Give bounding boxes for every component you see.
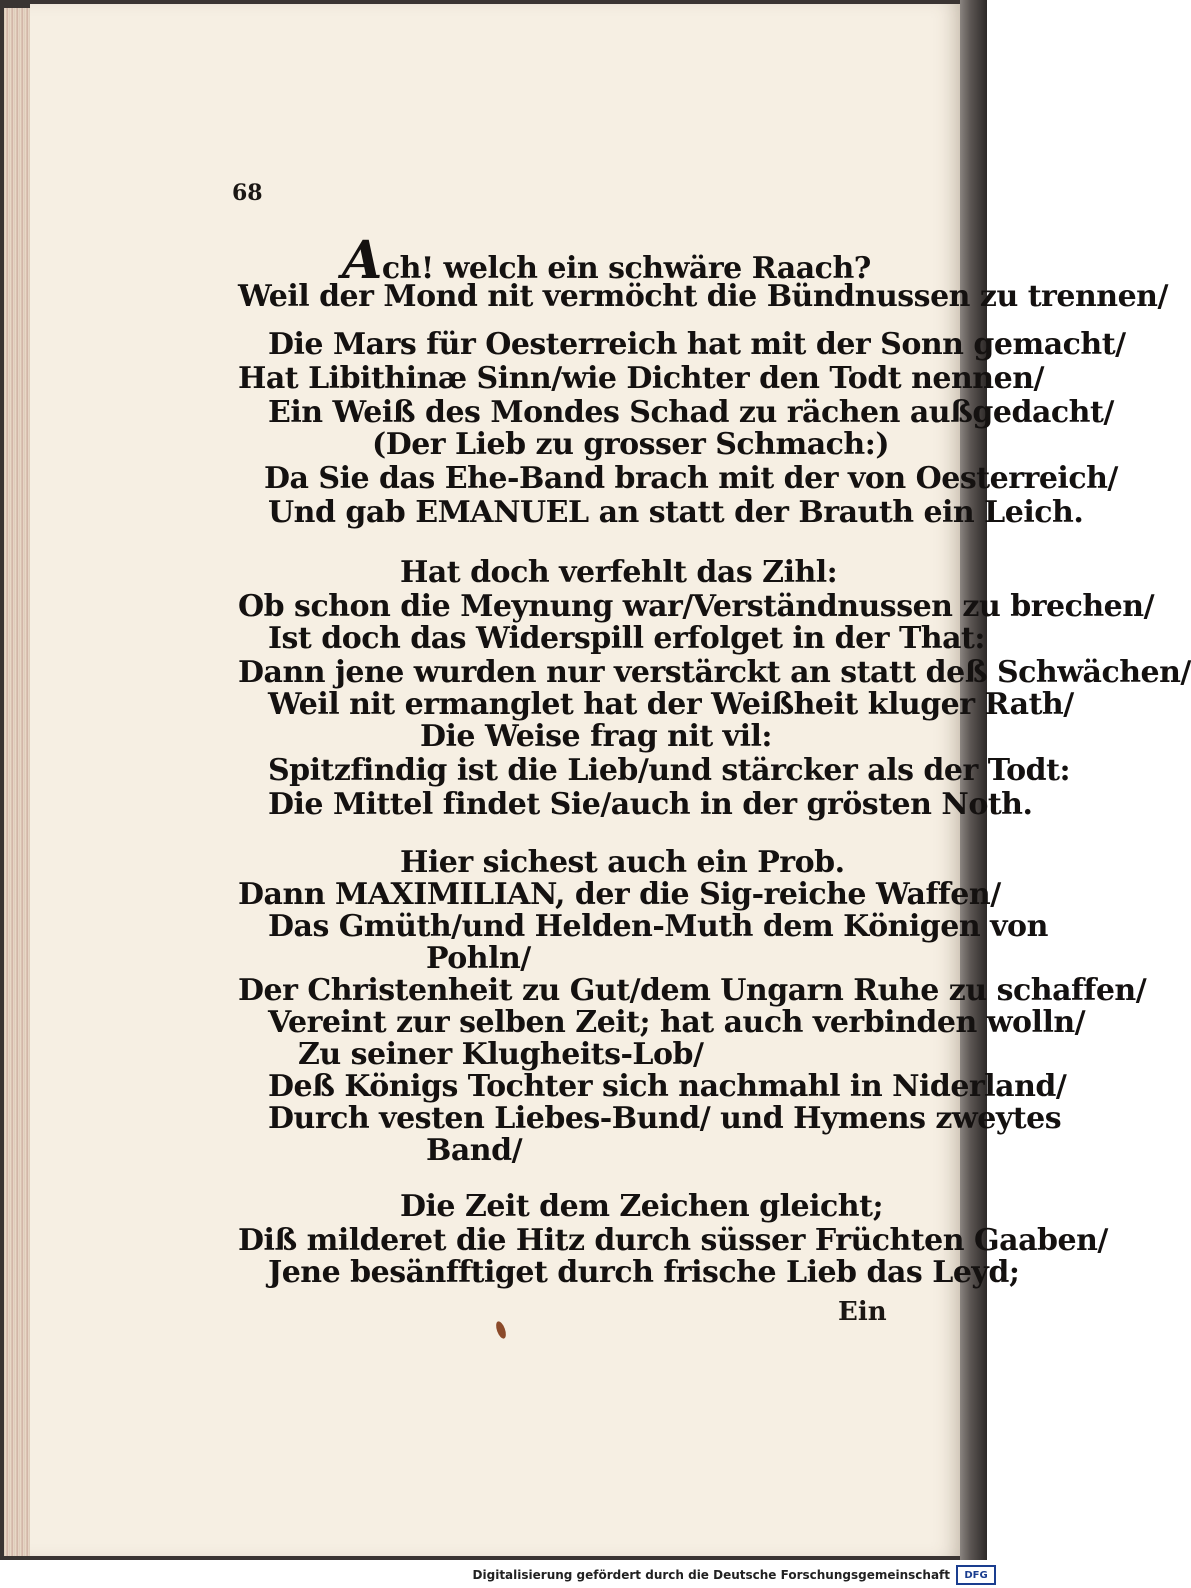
poem-line: Zu seiner Klugheits-Lob/ [298,1037,704,1072]
poem-line: Spitzfindig ist die Lieb/und stärcker als der Todt: [268,753,1071,788]
page-edges [4,8,30,1556]
page-number: 68 [232,180,263,206]
poem-line: Dann jene wurden nur verstärckt an statt deß Schwächen/ [238,655,1191,690]
poem-line: Weil nit ermanglet hat der Weißheit kluger Rath/ [268,687,1074,722]
poem-line: Hier sichest auch ein Prob. [400,845,845,880]
poem-line: Und gab EMANUEL an statt der Brauth ein Leich. [268,495,1084,530]
footer-credit: Digitalisierung gefördert durch die Deutsche Forschungsgemeinschaft [472,1568,950,1582]
poem-line: Der Christenheit zu Gut/dem Ungarn Ruhe zu schaffen/ [238,973,1147,1008]
catchword: Ein [838,1297,887,1327]
poem-line: Pohln/ [426,941,531,976]
poem-line-rest: ch! welch ein schwäre Raach? [381,251,871,286]
poem-line: Diß milderet die Hitz durch süsser Früchten Gaaben/ [238,1223,1108,1258]
poem-line: Dann MAXIMILIAN, der die Sig-reiche Waffen/ [238,877,1001,912]
poem-line: Die Zeit dem Zeichen gleicht; [400,1189,884,1224]
footer [473,1564,996,1586]
drop-cap: A [342,230,382,291]
poem-line: Weil der Mond nit vermöcht die Bündnussen zu trennen/ [238,279,1168,314]
poem-line: Ob schon die Meynung war/Verständnussen zu brechen/ [238,589,1155,624]
poem-line: Ist doch das Widerspill erfolget in der That: [268,621,985,656]
poem-line: Die Weise frag nit vil: [420,719,772,754]
poem-line: Vereint zur selben Zeit; hat auch verbinden wolln/ [268,1005,1086,1040]
poem-line: Band/ [426,1133,523,1168]
poem-line: Die Mittel findet Sie/auch in der grösten Noth. [268,787,1033,822]
poem-line: Das Gmüth/und Helden-Muth dem Königen von [268,909,1048,944]
poem-line: Jene besänfftiget durch frische Lieb das Leyd; [268,1255,1020,1290]
poem-line: Da Sie das Ehe-Band brach mit der von Oesterreich/ [264,461,1118,496]
dfg-logo: DFG [956,1565,996,1585]
poem-text [60,0,1191,1500]
poem-line: Hat doch verfehlt das Zihl: [400,555,838,590]
poem-line: Ein Weiß des Mondes Schad zu rächen außgedacht/ [268,395,1114,430]
poem-line: Die Mars für Oesterreich hat mit der Sonn gemacht/ [268,327,1126,362]
poem-line: Hat Libithinæ Sinn/wie Dichter den Todt nennen/ [238,361,1044,396]
poem-line: Deß Königs Tochter sich nachmahl in Niderland/ [268,1069,1067,1104]
poem-line: Durch vesten Liebes-Bund/ und Hymens zweytes [268,1101,1062,1136]
poem-line: (Der Lieb zu grosser Schmach:) [372,427,890,462]
